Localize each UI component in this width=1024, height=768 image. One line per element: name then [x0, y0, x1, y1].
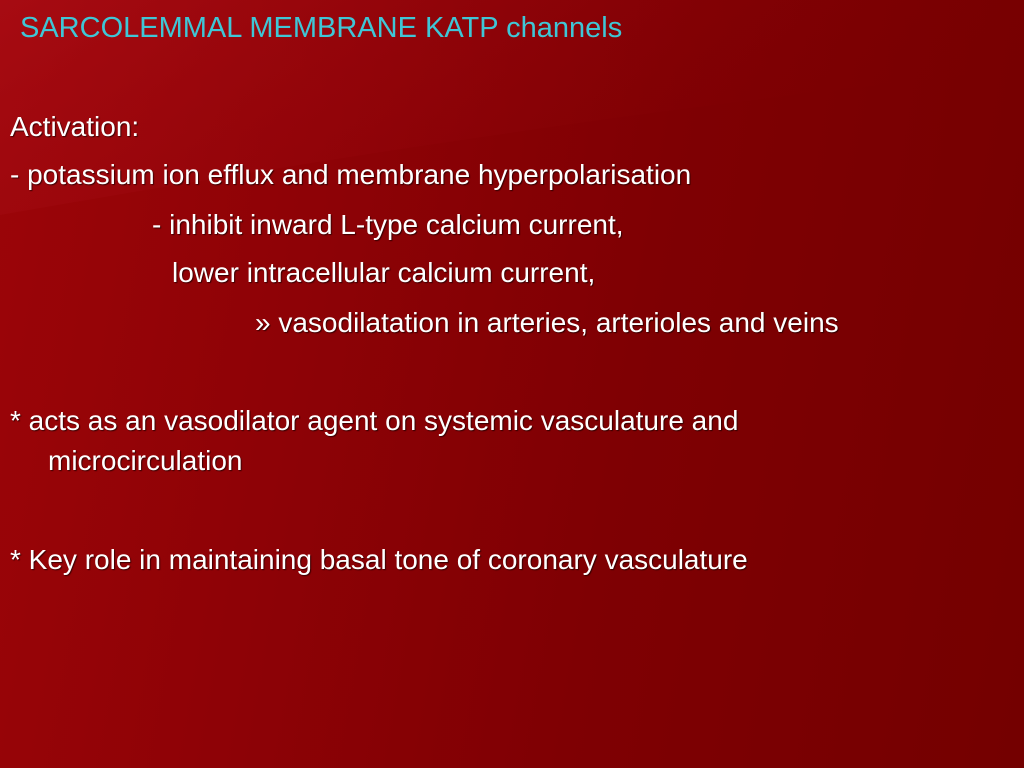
bullet-basal-tone: * Key role in maintaining basal tone of coronary vasculature [10, 544, 748, 575]
bullet-potassium-efflux: - potassium ion efflux and membrane hyperpolarisation [10, 159, 692, 190]
activation-heading: Activation: [10, 111, 140, 142]
slide-title: SARCOLEMMAL MEMBRANE KATP channels [20, 12, 623, 44]
sub-bullet-inhibit-calcium: - inhibit inward L-type calcium current, [152, 209, 624, 240]
bullet-vasodilator-agent-continued: microcirculation [48, 445, 243, 476]
sub-bullet-lower-calcium: lower intracellular calcium current, [172, 257, 596, 288]
sub-bullet-vasodilatation: » vasodilatation in arteries, arterioles and veins [255, 307, 839, 338]
bullet-vasodilator-agent: * acts as an vasodilator agent on systemic vasculature and [10, 405, 739, 436]
